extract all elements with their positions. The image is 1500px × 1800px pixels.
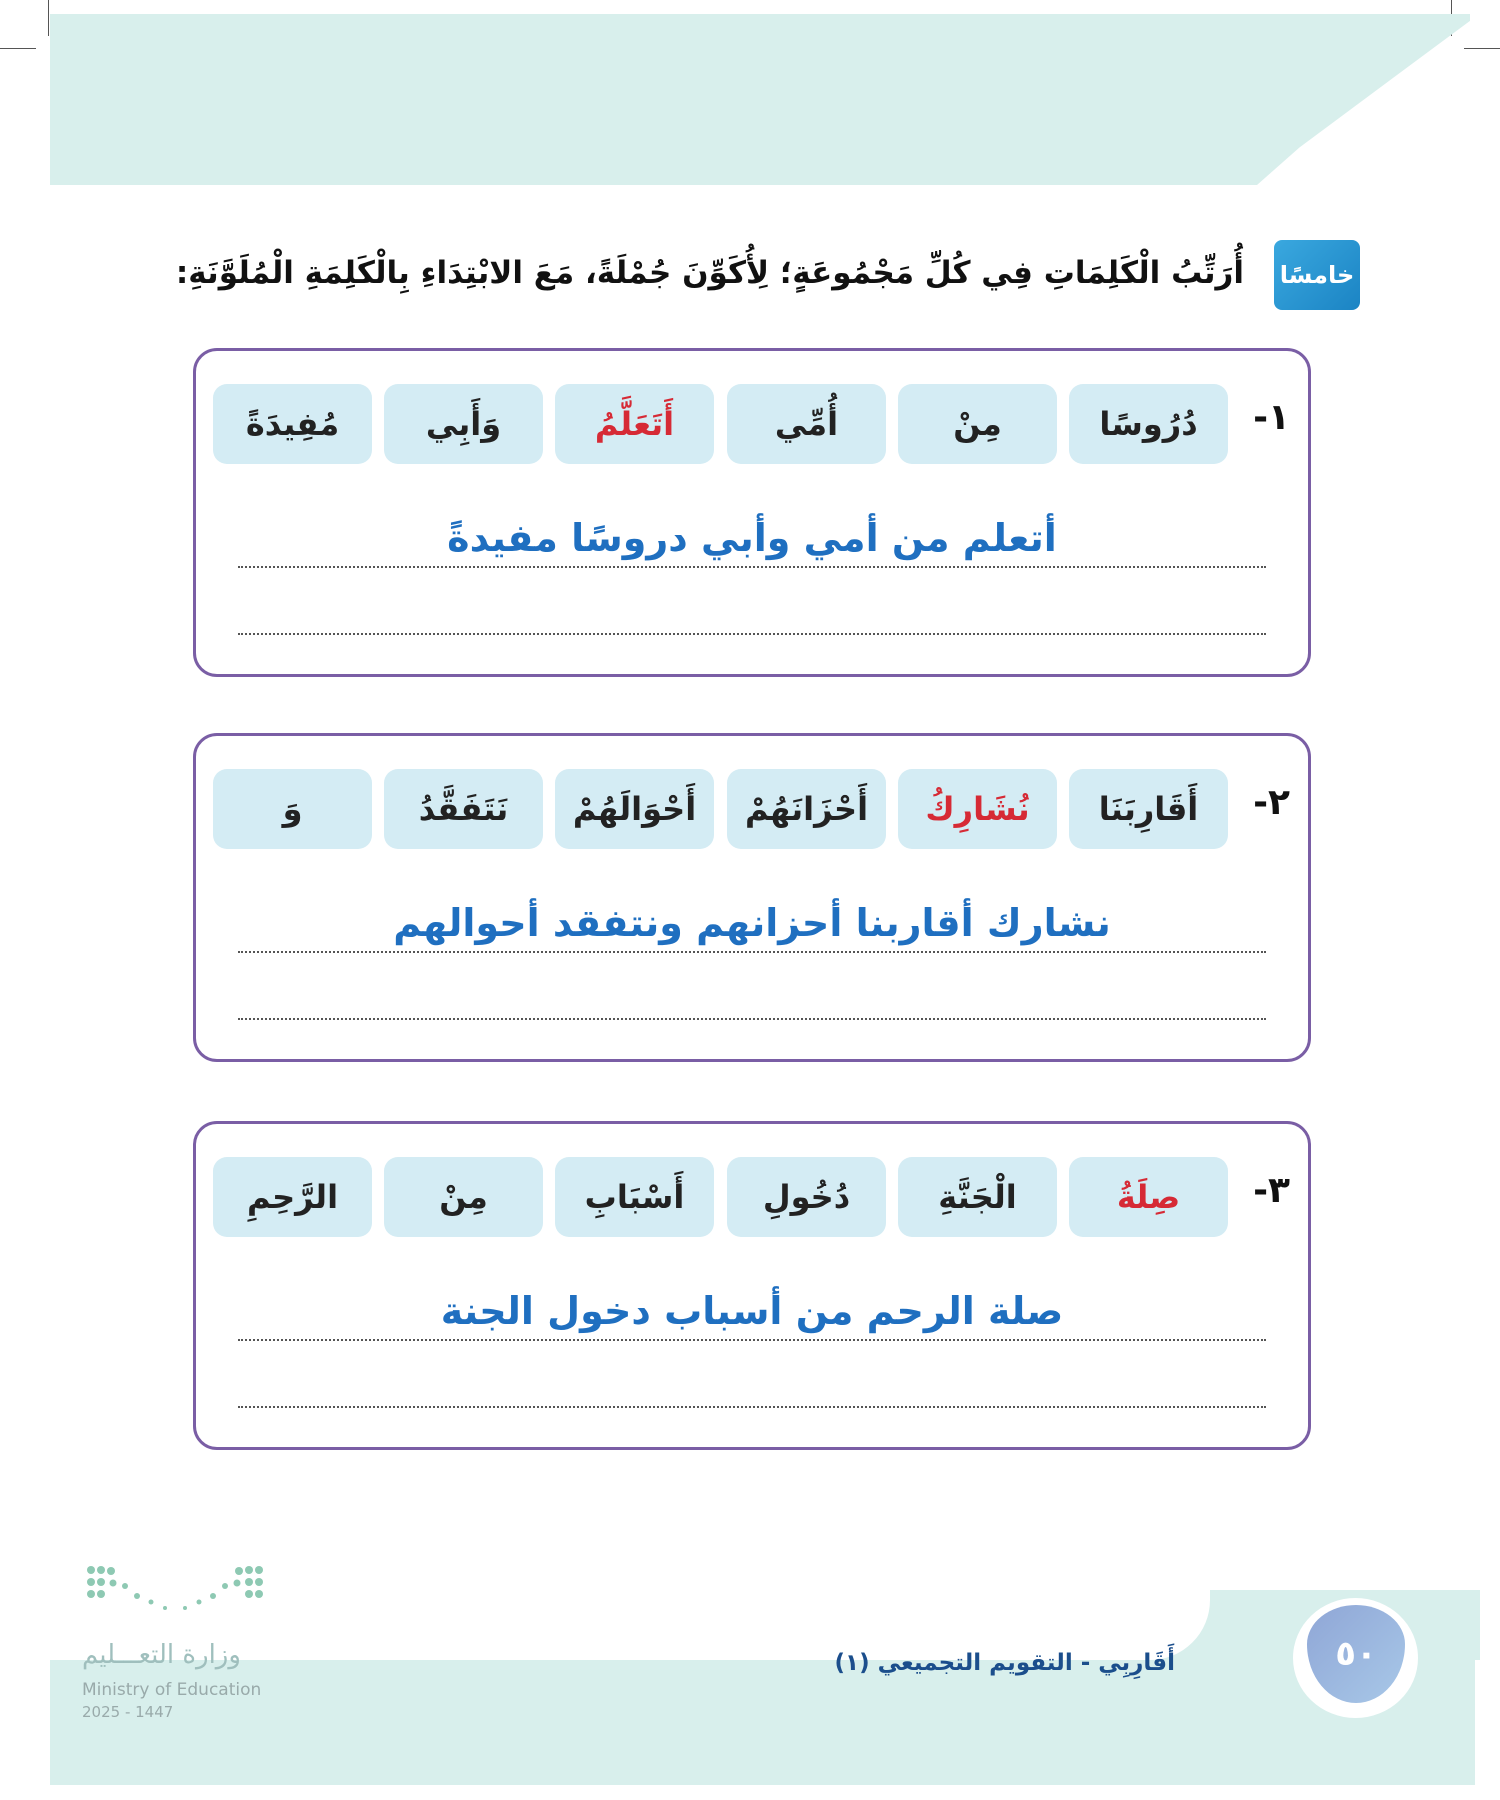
word-tile[interactable]: أَحْزَانَهُمْ [727, 769, 886, 849]
word-tile[interactable]: أُمِّي [727, 384, 886, 464]
exercise-box [193, 348, 1311, 677]
instruction-text: أُرَتِّبُ الْكَلِمَاتِ فِي كُلِّ مَجْمُوعَةٍ؛ لِأُكَوِّنَ جُمْلَةً، مَعَ الابْتِدَاءِ بِالْكَلِمَةِ الْمُلَوَّنَةِ: [175, 255, 1244, 291]
word-tile[interactable]: وَأَبِي [384, 384, 543, 464]
word-tile[interactable]: الرَّحِمِ [213, 1157, 372, 1237]
word-tile[interactable]: مِنْ [898, 384, 1057, 464]
word-tile[interactable]: أَحْوَالَهُمْ [555, 769, 714, 849]
ministry-logo-icon [85, 1562, 265, 1622]
exercise-number: ٢- [1253, 782, 1290, 823]
answer-line [238, 951, 1266, 953]
answer-line [238, 566, 1266, 568]
word-tile[interactable]: أَسْبَابِ [555, 1157, 714, 1237]
footer-title: أَقَارِبِي - التقويم التجميعي (١) [834, 1650, 1175, 1676]
word-tile[interactable]: الْجَنَّةِ [898, 1157, 1057, 1237]
ministry-name-ar: وزارة التعـــليم [82, 1640, 241, 1670]
answer-text[interactable]: أتعلم من أمي وأبي دروسًا مفيدةً [447, 516, 1057, 560]
word-tile[interactable]: وَ [213, 769, 372, 849]
footer-band [50, 1650, 1475, 1785]
word-tile[interactable]: نَتَفَقَّدُ [384, 769, 543, 849]
section-badge: خامسًا [1274, 240, 1360, 310]
answer-text[interactable]: نشارك أقاربنا أحزانهم ونتفقد أحوالهم [393, 901, 1111, 945]
exercise-number: ١- [1253, 397, 1290, 438]
word-tile[interactable]: صِلَةُ [1069, 1157, 1228, 1237]
word-tile[interactable]: نُشَارِكُ [898, 769, 1057, 849]
answer-line [238, 1406, 1266, 1408]
page-number: ٥٠ [1307, 1605, 1405, 1703]
word-tile[interactable]: أَتَعَلَّمُ [555, 384, 714, 464]
answer-text[interactable]: صلة الرحم من أسباب دخول الجنة [440, 1289, 1064, 1333]
header-band [50, 14, 1470, 185]
exercise-box [193, 733, 1311, 1062]
answer-line [238, 1339, 1266, 1341]
answer-line [238, 1018, 1266, 1020]
word-tile[interactable]: أَقَارِبَنَا [1069, 769, 1228, 849]
exercise-box [193, 1121, 1311, 1450]
word-tile[interactable]: مِنْ [384, 1157, 543, 1237]
year: 2025 - 1447 [82, 1703, 174, 1721]
word-tile[interactable]: دُرُوسًا [1069, 384, 1228, 464]
word-tile[interactable]: دُخُولِ [727, 1157, 886, 1237]
answer-line [238, 633, 1266, 635]
ministry-name-en: Ministry of Education [82, 1680, 262, 1700]
exercise-number: ٣- [1253, 1170, 1290, 1211]
word-tile[interactable]: مُفِيدَةً [213, 384, 372, 464]
